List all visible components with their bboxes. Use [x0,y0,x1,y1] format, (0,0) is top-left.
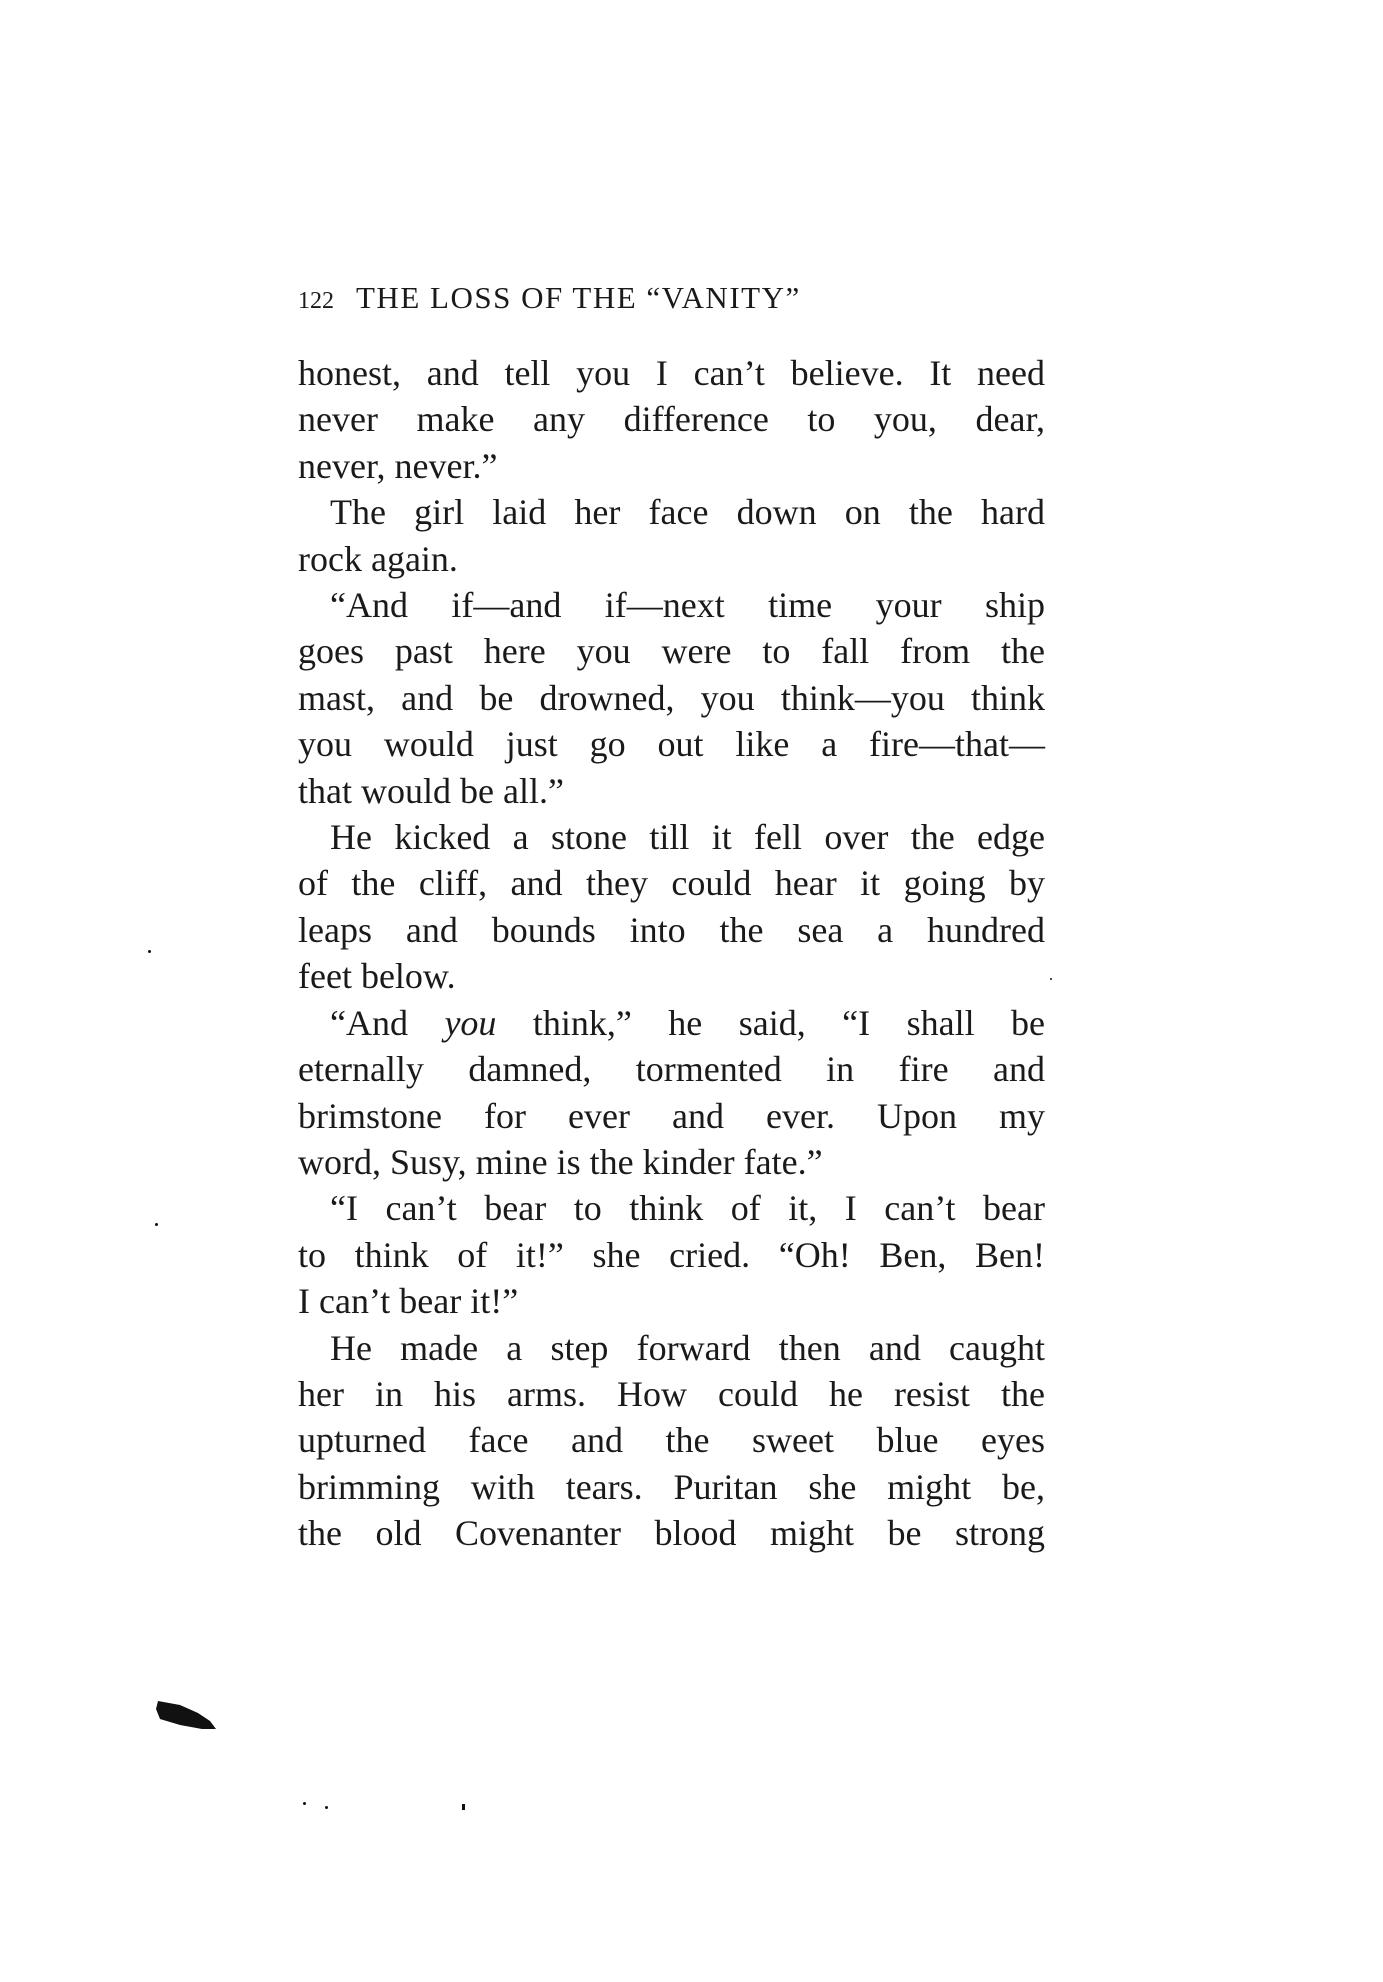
text-line: that would be all.” [298,770,564,811]
text-line: mast, and be drowned, you think—you think [298,677,1045,718]
text-line: her in his arms. How could he resist the [298,1373,1045,1414]
text-line: of the cliff, and they could hear it going by [298,863,1045,904]
running-header [298,280,801,316]
speck [462,1804,465,1810]
text-line [298,1000,1045,1046]
text-line: upturned face and the sweet blue eyes [298,1420,1045,1461]
speck [303,1802,306,1805]
text-line: feet below. [298,956,456,997]
text-line: “And if—and if—next time your ship [330,585,1045,626]
text-line: word, Susy, mine is the kinder fate.” [298,1141,823,1182]
text-line: He made a step forward then and caught [330,1327,1045,1368]
speck [148,950,151,953]
ink-blot [150,1695,220,1735]
text-line: the old Covenanter blood might be strong [298,1513,1045,1554]
text-line: honest, and tell you I can’t believe. It need [298,353,1045,393]
text-line: goes past here you were to fall from the [298,631,1045,672]
text-line: eternally damned, tormented in fire and [298,1049,1045,1090]
speck [325,1806,328,1809]
text-line: leaps and bounds into the sea a hundred [298,909,1045,950]
text-run: “And [330,1002,445,1043]
running-title: THE LOSS OF THE “VANITY” [356,280,801,315]
emphasized-word: you [444,1002,497,1043]
page-number: 122 [298,288,334,314]
text-line: never make any difference to you, dear, [298,399,1045,440]
text-line: He kicked a stone till it fell over the edge [330,817,1045,858]
text-line: The girl laid her face down on the hard [330,492,1045,533]
text-line: “I can’t bear to think of it, I can’t bear [330,1188,1045,1229]
speck [1050,978,1052,980]
text-line: I can’t bear it!” [298,1281,519,1322]
text-line: never, never.” [298,445,498,486]
body-text [298,350,1045,1557]
text-line: rock again. [298,538,458,579]
text-line: you would just go out like a fire—that— [298,724,1045,765]
text-line: brimstone for ever and ever. Upon my [298,1095,1045,1136]
text-line: to think of it!” she cried. “Oh! Ben, Ben! [298,1234,1045,1275]
speck [155,1223,158,1226]
text-line: brimming with tears. Puritan she might be, [298,1466,1045,1507]
text-run: think,” he said, “I shall be [496,1002,1046,1043]
